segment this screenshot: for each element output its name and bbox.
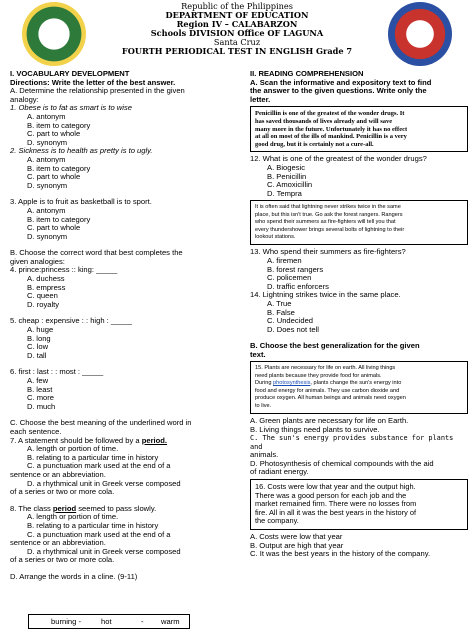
option: A. Costs were low that year [250,532,343,542]
option: D. synonym [27,231,68,241]
option: C. more [27,393,55,403]
reading-directions: A. Scan the informative and expository text to find [250,77,432,87]
option: C. It was the best years in the history of the company. [250,549,431,559]
option: A. duchess [27,274,65,284]
option-continued: of radiant energy. [250,467,309,477]
cline-word: - [141,617,144,626]
passage-line: fire. All in all it was the best years in the history of [255,507,417,517]
option: D. Tempra [267,188,302,198]
question-7-text: 7. A statement should be followed by a [10,435,142,445]
option-continued: of a series or two or more cola. [10,555,115,565]
option: C. a punctuation mark used at the end of a [27,529,171,539]
option: B. empress [27,282,66,292]
question-5: 5. cheap : expensive : : high : _____ [10,316,133,326]
question-12: 12. What is one of the greatest of the wonder drugs? [250,154,427,164]
option: D. traffic enforcers [267,281,329,291]
question-6: 6. first : last : : most : _____ [10,367,104,377]
question-8-text: 8. The class [10,503,53,513]
option-continued: sentence or an abbreviation. [10,469,106,479]
option: C. part to whole [27,129,81,139]
option: B. Output are high that year [250,540,344,550]
option: B. item to category [27,214,91,224]
passage-line: many more in the future. Unfortunately it has no effect [255,125,408,133]
option: C. The sun's energy provides substance for plants and [250,434,454,451]
section-b-generalization: B. Choose the best generalization for the given [250,341,420,351]
option: A. firemen [267,255,302,265]
question-2: 2. Sickness is to health as pretty is to ugly. [10,146,153,156]
option: D. tall [27,350,47,360]
option: A. Green plants are necessary for life on Earth. [250,415,409,425]
option: C. policemen [267,273,312,283]
passage-line: who spend their summers as fire-fighters will tell you that [255,219,396,226]
section-c-instruction-2: each sentence. [10,426,62,436]
section-b-instruction-2: given analogies: [10,256,65,266]
reading-directions-3: letter. [250,94,271,104]
option: A. antonym [27,111,66,121]
section-a-instruction: A. Determine the relationship presented in the given [10,86,185,96]
passage-text: , plants change the sun's energy into [310,380,402,387]
option: C. Amoxicillin [267,180,313,190]
option: D. Does not tell [267,324,319,334]
passage-penicillin [250,106,468,152]
passage-line: at all on most of the ills of mankind. Penicillin is a very [255,133,407,141]
reading-directions-2: the answer to the given questions. Write only the [250,86,427,96]
option: A. length or portion of time. [27,444,119,454]
cline-word: burning - [51,617,81,626]
passage-line: 16. Costs were low that year and the output high. [255,482,416,492]
option: D. much [27,401,56,411]
option-continued: of a series or two or more cola. [10,487,115,497]
section-a-instruction-2: analogy: [10,94,39,104]
passage-line: need plants because they provide food for animals. [255,372,382,379]
question-4: 4. prince:princess :: king: _____ [10,265,118,275]
passage-line: good drug, but it is certainly not a cure-all. [255,140,374,148]
option: A. antonym [27,205,66,215]
option: C. queen [27,291,58,301]
passage-line: It is often said that lightning never strikes twice in the same [255,204,401,211]
header-test-title: FOURTH PERIODICAL TEST IN ENGLISH Grade 7 [121,46,353,56]
option: A. True [267,298,292,308]
option: C. low [27,342,49,352]
underlined-word: period [52,503,77,513]
option: D. a rhythmical unit in Greek verse composed [27,546,181,556]
header-division: Schools DIVISION Office OF LAGUNA [150,28,324,38]
header-republic: Republic of the Philippines [181,1,293,11]
passage-line: market remained firm. There were no losses from [255,499,417,509]
passage-line: lookout stations. [255,233,296,240]
passage-line: 15. Plants are necessary for life on earth. All living things [255,365,396,372]
passage-line: every thundershower brings several bolts of lightning to their [255,226,405,233]
letterhead [0,0,474,72]
option: A. few [27,376,49,385]
passage-line: place, but this isn't true. Go ask the forest rangers. Rangers [255,211,403,218]
passage-text: During [255,380,274,387]
header-town: Santa Cruz [213,37,261,47]
question-13: 13. Who spend their summers as fire-fighters? [250,247,406,257]
option: B. item to category [27,163,91,173]
option: B. Living things need plants to survive. [250,424,380,434]
section-title: I. VOCABULARY DEVELOPMENT [10,69,130,78]
passage-lightning [250,200,468,245]
option: B. item to category [27,120,91,130]
option: B. False [267,307,295,317]
option-continued: animals. [250,450,279,460]
passage-costs [250,479,468,530]
option: B. Penicillin [267,171,307,181]
option: B. relating to a particular time in history [27,452,159,462]
section-d-instruction: D. Arrange the words in a cline. (9-11) [10,571,138,581]
header-region: Region IV – CALABARZON [176,19,298,29]
option: D. royalty [27,299,60,309]
underlined-word: period. [141,435,168,445]
cline-box [28,614,190,629]
option: A. length or portion of time. [27,512,119,522]
right-column [250,70,468,559]
section-b-instruction: B. Choose the correct word that best completes the [10,248,183,258]
left-column [10,70,232,581]
option: B. least [27,384,53,394]
option: A. antonym [27,154,66,164]
passage-line: to live. [255,402,272,409]
cline-word: hot [101,617,112,626]
cline-word: warm [161,617,180,626]
question-1: 1. Obese is to fat as smart is to wise [10,103,132,113]
passage-line: food and energy for animals. They use carbon dioxide and [255,387,400,394]
section-c-instruction: C. Choose the best meaning of the underlined word in [10,418,192,428]
option: C. part to whole [27,223,81,233]
photosynthesis-link[interactable]: photosynthesis [273,380,311,387]
option: B. relating to a particular time in history [27,520,159,530]
passage-line: Penicillin is one of the greatest of the wonder drugs. It [255,110,405,118]
option: B. forest rangers [267,264,324,274]
option: B. long [27,333,51,343]
option: A. huge [27,325,54,335]
option: C. Undecided [267,316,314,326]
option: D. synonym [27,137,68,147]
section-title: II. READING COMPREHENSION [250,69,364,78]
option: C. a punctuation mark used at the end of a [27,461,171,471]
option-continued: sentence or an abbreviation. [10,538,106,548]
passage-line: produce oxygen. All human beings and animals need oxygen [255,395,406,402]
passage-line: the company. [255,516,299,526]
option: C. part to whole [27,172,81,182]
header-department: DEPARTMENT OF EDUCATION [165,10,309,20]
question-3: 3. Apple is to fruit as basketball is to sport. [10,197,152,207]
option: A. Biogesic [267,162,305,172]
question-14: 14. Lightning strikes twice in the same place. [250,290,401,300]
directions: Directions: Write the letter of the best answer. [10,77,176,87]
passage-line [255,380,463,387]
option: D. synonym [27,180,68,190]
passage-line: has saved thousands of lives already and will save [255,117,393,125]
passage-plants [250,361,468,413]
section-b-generalization-2: text. [250,349,266,359]
option: D. Photosynthesis of chemical compounds with the aid [250,458,434,468]
option: D. a rhythmical unit in Greek verse composed [27,478,181,488]
passage-line: There was a good person for each job and the [255,490,407,500]
question-8-text-end: seemed to pass slowly. [76,503,157,513]
